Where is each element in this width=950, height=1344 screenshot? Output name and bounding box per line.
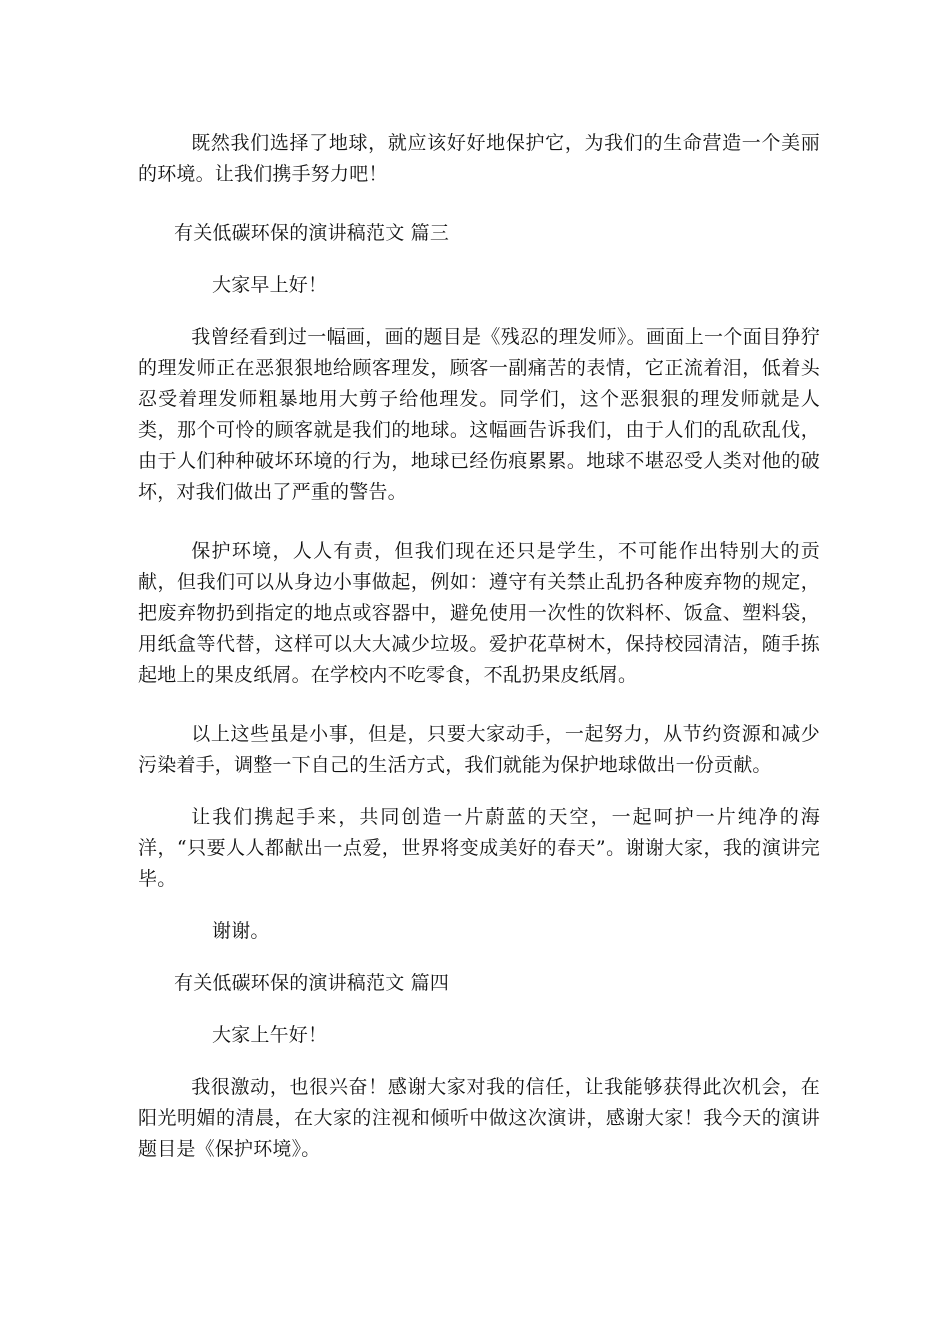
paragraph-speech-intro: 我很激动，也很兴奋！感谢大家对我的信任，让我能够获得此次机会，在阳光明媚的清晨，在大家的注视和倾听中做这次演讲，感谢大家！我今天的演讲题目是《保护环境》。 — [138, 1076, 820, 1160]
section-heading-3: 有关低碳环保的演讲稿范文 篇三 — [174, 222, 450, 244]
thanks-line: 谢谢。 — [212, 920, 270, 942]
document-page — [138, 128, 820, 1165]
section-heading-4: 有关低碳环保的演讲稿范文 篇四 — [174, 972, 450, 994]
greeting-morning: 大家早上好！ — [212, 274, 328, 296]
paragraph-small-things: 以上这些虽是小事，但是，只要大家动手，一起努力，从节约资源和减少污染着手，调整一下自己的生活方式，我们就能为保护地球做出一份贡献。 — [138, 723, 820, 776]
paragraph-closing-previous: 既然我们选择了地球，就应该好好地保护它，为我们的生命营造一个美丽的环境。让我们携手努力吧！ — [138, 132, 820, 185]
paragraph-barber-story: 我曾经看到过一幅画，画的题目是《残忍的理发师》。画面上一个面目狰狞的理发师正在恶狠狠地给顾客理发，顾客一副痛苦的表情，它正流着泪，低着头忍受着理发师粗暴地用大剪子给他理发。同学们，这个恶狠狠的理发师就是人类，那个可怜的顾客就是我们的地球。这幅画告诉我们，由于人们的乱砍乱伐，由于人们种种破坏环境的行为，地球已经伤痕累累。地球不堪忍受人类对他的破坏，对我们做出了严重的警告。 — [138, 326, 820, 503]
paragraph-student-actions: 保护环境，人人有责，但我们现在还只是学生，不可能作出特别大的贡献，但我们可以从身边小事做起，例如：遵守有关禁止乱扔各种废弃物的规定，把废弃物扔到指定的地点或容器中，避免使用一次性的饮料杯、饭盒、塑料袋，用纸盒等代替，这样可以大大减少垃圾。爱护花草树木，保持校园清洁，随手拣起地上的果皮纸屑。在学校内不吃零食，不乱扔果皮纸屑。 — [138, 540, 820, 686]
greeting-forenoon: 大家上午好！ — [212, 1024, 328, 1046]
paragraph-join-hands: 让我们携起手来，共同创造一片蔚蓝的天空，一起呵护一片纯净的海洋，“只要人人都献出一点爱，世界将变成美好的春天”。谢谢大家，我的演讲完毕。 — [138, 806, 820, 890]
